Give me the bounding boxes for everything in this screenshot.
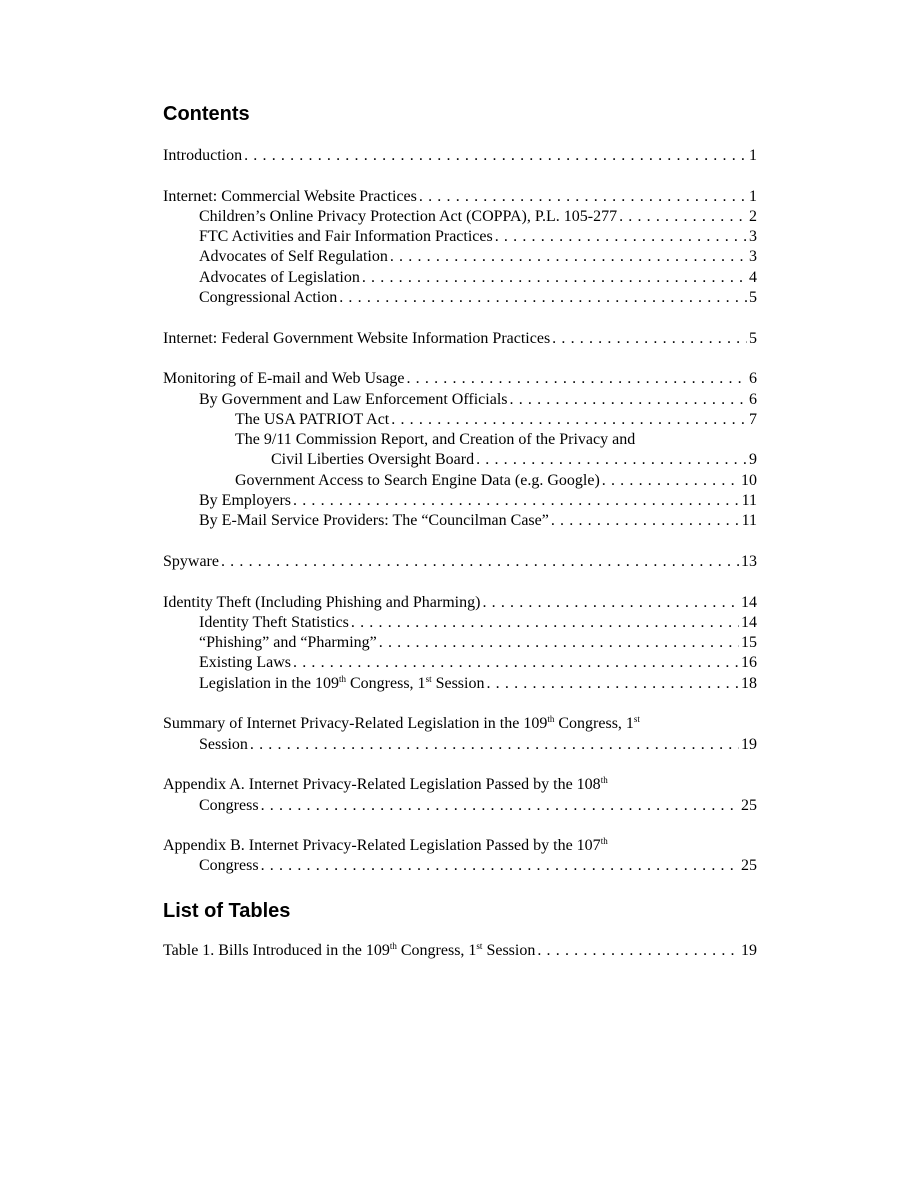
toc-entry-identity-theft[interactable]: Identity Theft (Including Phishing and Pharming) . . . 14 [163, 593, 757, 613]
toc-entry-appendix-b[interactable]: Appendix B. Internet Privacy-Related Legislation Passed by the 107th [163, 836, 608, 855]
document-page [163, 100, 757, 961]
toc-entry-table-1[interactable]: Table 1. Bills Introduced in the 109th Congress, 1st Session . . . 19 [163, 941, 757, 961]
toc-entry-phishing-pharming[interactable]: “Phishing” and “Pharming” . . . 15 [163, 633, 757, 653]
toc-entry-spyware[interactable]: Spyware . . . 13 [163, 552, 757, 572]
toc-entry-summary-cont[interactable]: Session . . . 19 [163, 735, 757, 755]
toc-entry-federal-government[interactable]: Internet: Federal Government Website Information Practices . . . 5 [163, 329, 757, 349]
toc-entry-appendix-b-cont[interactable]: Congress . . . 25 [163, 856, 757, 876]
list-of-tables [163, 941, 757, 961]
toc-entry-identity-theft-statistics[interactable]: Identity Theft Statistics . . . 14 [163, 613, 757, 633]
toc-entry-self-regulation[interactable]: Advocates of Self Regulation . . . 3 [163, 247, 757, 267]
toc-entry-legislation-109th[interactable]: Legislation in the 109th Congress, 1st Session . . . 18 [163, 674, 757, 694]
toc-entry-commercial-website[interactable]: Internet: Commercial Website Practices . . . 1 [163, 187, 757, 207]
toc-entry-monitoring[interactable]: Monitoring of E-mail and Web Usage . . . 6 [163, 369, 757, 389]
toc-entry-advocates-legislation[interactable]: Advocates of Legislation . . . 4 [163, 268, 757, 288]
toc-entry-911-commission[interactable]: The 9/11 Commission Report, and Creation of the Privacy and [235, 431, 636, 449]
contents-heading: Contents [163, 103, 250, 125]
toc-entry-appendix-a[interactable]: Appendix A. Internet Privacy-Related Legislation Passed by the 108th [163, 775, 608, 794]
toc-entry-search-engine-data[interactable]: Government Access to Search Engine Data (e.g. Google) . . . 10 [163, 471, 757, 491]
toc-entry-existing-laws[interactable]: Existing Laws . . . 16 [163, 653, 757, 673]
toc-entry-patriot-act[interactable]: The USA PATRIOT Act . . . 7 [163, 410, 757, 430]
list-of-tables-heading: List of Tables [163, 899, 291, 922]
toc-entry-911-commission-cont[interactable]: Civil Liberties Oversight Board . . . 9 [163, 450, 757, 470]
table-of-contents [163, 146, 757, 877]
toc-entry-ftc[interactable]: FTC Activities and Fair Information Practices . . . 3 [163, 227, 757, 247]
toc-entry-by-government[interactable]: By Government and Law Enforcement Officials . . . 6 [163, 390, 757, 410]
toc-entry-appendix-a-cont[interactable]: Congress . . . 25 [163, 796, 757, 816]
toc-entry-introduction[interactable]: Introduction . . . 1 [163, 146, 757, 166]
toc-entry-councilman-case[interactable]: By E-Mail Service Providers: The “Councilman Case” . . . 11 [163, 511, 757, 531]
toc-entry-congressional-action[interactable]: Congressional Action . . . 5 [163, 288, 757, 308]
toc-entry-by-employers[interactable]: By Employers . . . 11 [163, 491, 757, 511]
toc-entry-summary[interactable]: Summary of Internet Privacy-Related Legislation in the 109th Congress, 1st [163, 714, 640, 733]
toc-entry-coppa[interactable]: Children’s Online Privacy Protection Act (COPPA), P.L. 105-277 . . . 2 [163, 207, 757, 227]
